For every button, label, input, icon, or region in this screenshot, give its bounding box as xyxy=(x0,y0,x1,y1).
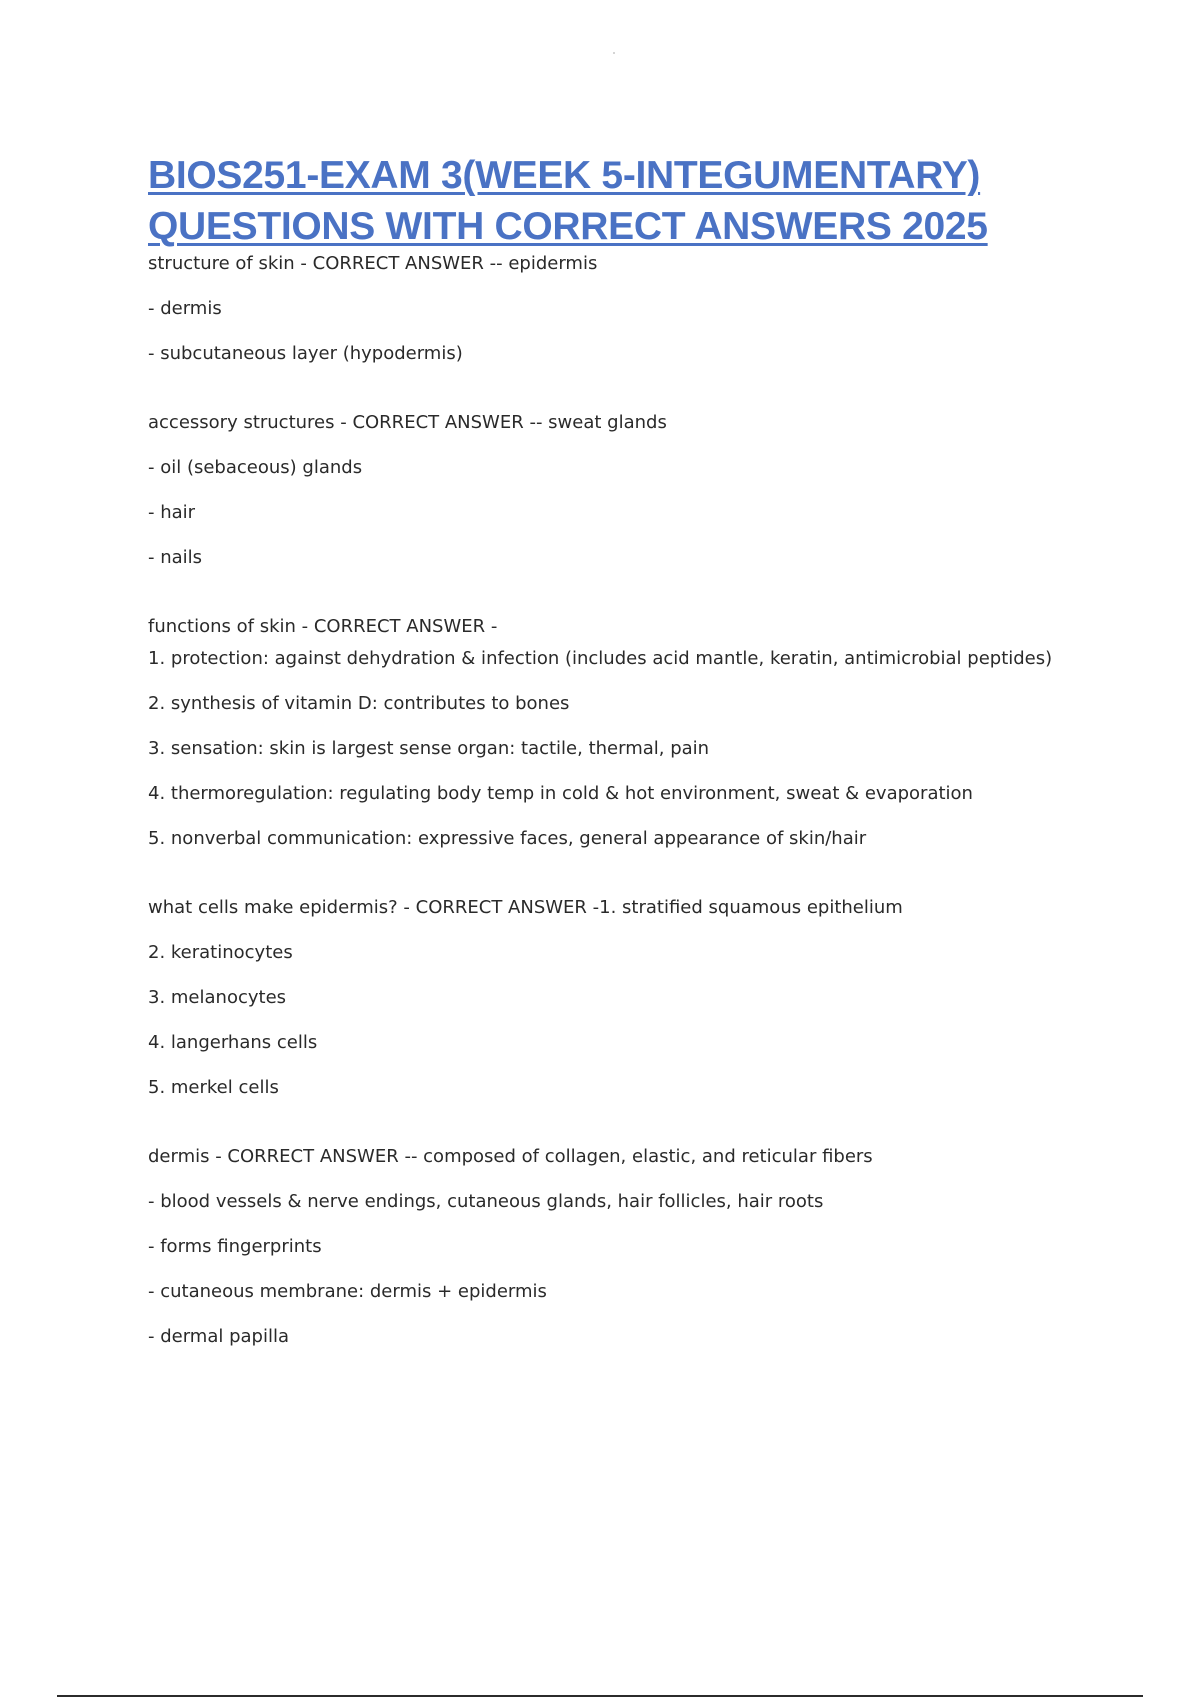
answer-line: - nails xyxy=(148,547,203,568)
qa-item-epidermis-cells xyxy=(148,896,1108,1100)
document-body xyxy=(148,252,1108,1394)
title-line-1: BIOS251-EXAM 3(WEEK 5-INTEGUMENTARY) xyxy=(148,154,981,197)
answer-line: 4. thermoregulation: regulating body temp in cold & hot environment, sweat & evaporation xyxy=(148,783,973,804)
question-line: structure of skin - CORRECT ANSWER -- epidermis xyxy=(148,253,598,274)
question-line: accessory structures - CORRECT ANSWER -- sweat glands xyxy=(148,412,667,433)
question-line: what cells make epidermis? - CORRECT ANSWER -1. stratified squamous epithelium xyxy=(148,897,903,918)
answer-line: 1. protection: against dehydration & infection (includes acid mantle, keratin, antimicrobial peptides) xyxy=(148,648,1053,669)
answer-line: - dermal papilla xyxy=(148,1326,290,1347)
page-bottom-rule xyxy=(57,1695,1143,1697)
answer-line: - cutaneous membrane: dermis + epidermis xyxy=(148,1281,547,1302)
answer-line: 5. nonverbal communication: expressive faces, general appearance of skin/hair xyxy=(148,828,867,849)
answer-line: 4. langerhans cells xyxy=(148,1032,318,1053)
answer-line: 3. melanocytes xyxy=(148,987,287,1008)
title-line-2: QUESTIONS WITH CORRECT ANSWERS 2025 xyxy=(148,205,988,248)
scan-speck xyxy=(613,52,615,54)
answer-line: - hair xyxy=(148,502,196,523)
answer-line: - blood vessels & nerve endings, cutaneous glands, hair follicles, hair roots xyxy=(148,1191,824,1212)
question-line: functions of skin - CORRECT ANSWER - xyxy=(148,616,498,637)
answer-line: - dermis xyxy=(148,298,222,319)
answer-line: - subcutaneous layer (hypodermis) xyxy=(148,343,463,364)
document-title xyxy=(148,150,1108,252)
answer-line: 2. synthesis of vitamin D: contributes to bones xyxy=(148,693,570,714)
answer-line: - forms fingerprints xyxy=(148,1236,322,1257)
qa-item-structure-of-skin xyxy=(148,252,1108,366)
qa-item-functions-of-skin xyxy=(148,615,1108,851)
qa-item-accessory-structures xyxy=(148,411,1108,570)
question-line: dermis - CORRECT ANSWER -- composed of collagen, elastic, and reticular fibers xyxy=(148,1146,873,1167)
answer-line: 5. merkel cells xyxy=(148,1077,279,1098)
answer-line: 2. keratinocytes xyxy=(148,942,293,963)
qa-item-dermis xyxy=(148,1145,1108,1349)
answer-line: - oil (sebaceous) glands xyxy=(148,457,363,478)
answer-line: 3. sensation: skin is largest sense organ: tactile, thermal, pain xyxy=(148,738,710,759)
